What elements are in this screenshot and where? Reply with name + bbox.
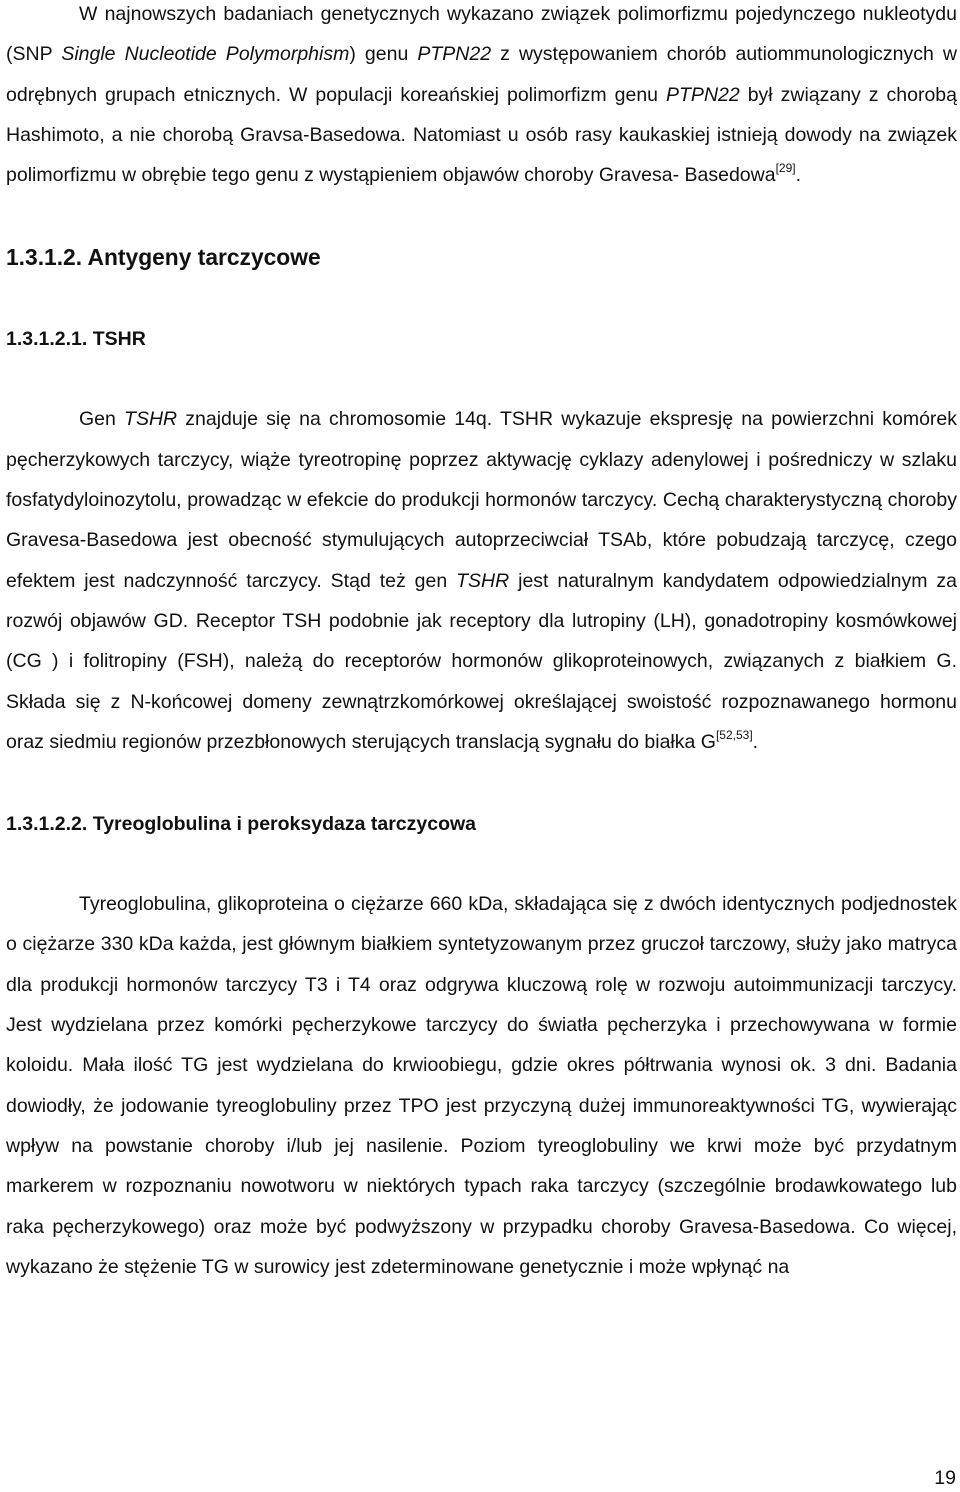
p1-text-4: był związany z chorobą Hashimoto, a nie chorobą Gravsa-Basedowa. Natomiast u osób rasy kaukaskiej istnieją dowody na związek polimorfizmu w obrębie tego genu z wystąpieniem objawów choroby Gravesa- Basedowa [6, 83, 957, 187]
document-page [6, 0, 957, 1287]
page-number: 19 [934, 1467, 956, 1489]
p1-italic-snp: Single Nucleotide Polymorphism [61, 43, 350, 66]
paragraph-ptpn22 [6, 0, 957, 195]
p1-italic-gene-2: PTPN22 [666, 83, 740, 106]
paragraph-tyreoglobulina: Tyreoglobulina, glikoproteina o ciężarze 660 kDa, składająca się z dwóch identycznych podjednostek o ciężarze 330 kDa każda, jest głównym białkiem syntetyzowanym przez gruczoł tarczowy, służy jako matryca dla produkcji hormonów tarczycy T3 i T4 oraz odgrywa kluczową rolę w rozwoju autoimmunizacji tarczycy. Jest wydzielana przez komórki pęcherzykowe tarczycy do światła pęcherzyka i przechowywana w formie koloidu. Mała ilość TG jest wydzielana do krwioobiegu, gdzie okres półtrwania wynosi ok. 3 dni. Badania dowiodły, że jodowanie tyreoglobuliny przez TPO jest przyczyną dużej immunoreaktywności TG, wywierając wpływ na powstanie choroby i/lub jej nasilenie. Poziom tyreoglobuliny we krwi może być przydatnym markerem w rozpoznaniu nowotworu w niektórych typach raka tarczycy (szczególnie brodawkowatego lub raka pęcherzykowego) oraz może być podwyższony w przypadku choroby Gravesa-Basedowa. Co więcej, wykazano że stężenie TG w surowicy jest zdeterminowane genetycznie i może wpłynąć na [6, 893, 957, 1278]
p2-italic-gene-1: TSHR [124, 408, 178, 431]
p1-text-end: . [795, 164, 801, 187]
p2-text-3: jest naturalnym kandydatem odpowiedzialnym za rozwój objawów GD. Receptor TSH podobnie jak receptory dla lutropiny (LH), gonadotropiny kosmówkowej (CG ) i folitropiny (FSH), należą do receptorów hormonów glikoproteinowych, związanych z białkiem G. Składa się z N-końcowej domeny zewnątrzkomórkowej określającej swoistość rozpoznawanego hormonu oraz siedmiu regionów przezbłonowych sterujących translacją sygnału do białka G [6, 569, 957, 753]
p2-text-2: znajduje się na chromosomie 14q. TSHR wykazuje ekspresję na powierzchni komórek pęcherzykowych tarczycy, wiąże tyreotropinę poprzez aktywację cyklazy adenylowej i pośredniczy w szlaku fosfatydyloinozytolu, prowadząc w efekcie do produkcji hormonów tarczycy. Cechą charakterystyczną choroby Gravesa-Basedowa jest obecność stymulujących autoprzeciwciał TSAb, które pobudzają tarczycę, czego efektem jest nadczynność tarczycy. Stąd też gen [6, 408, 958, 592]
p1-italic-gene-1: PTPN22 [417, 43, 492, 66]
paragraph-tshr [6, 399, 957, 762]
citation-52-53: [52,53] [715, 727, 753, 742]
section-heading-tshr: 1.3.1.2.1. TSHR [6, 328, 146, 351]
section-heading-tyreoglobulina: 1.3.1.2.2. Tyreoglobulina i peroksydaza tarczycowa [6, 813, 476, 836]
citation-29: [29] [775, 161, 796, 176]
p2-italic-gene-2: TSHR [456, 569, 510, 592]
p1-text-3: z występowaniem chorób autiommunologicznych w odrębnych grupach etnicznych. W populacji koreańskiej polimorfizm genu [6, 43, 957, 106]
p1-text-1: W najnowszych badaniach genetycznych wykazano związek polimorfizmu pojedynczego nukleotydu (SNP [6, 3, 957, 66]
p2-text-1: Gen [79, 408, 125, 431]
p2-text-end: . [752, 730, 759, 753]
section-heading-antygeny: 1.3.1.2. Antygeny tarczycowe [6, 244, 321, 271]
p1-text-2: ) genu [349, 43, 418, 66]
